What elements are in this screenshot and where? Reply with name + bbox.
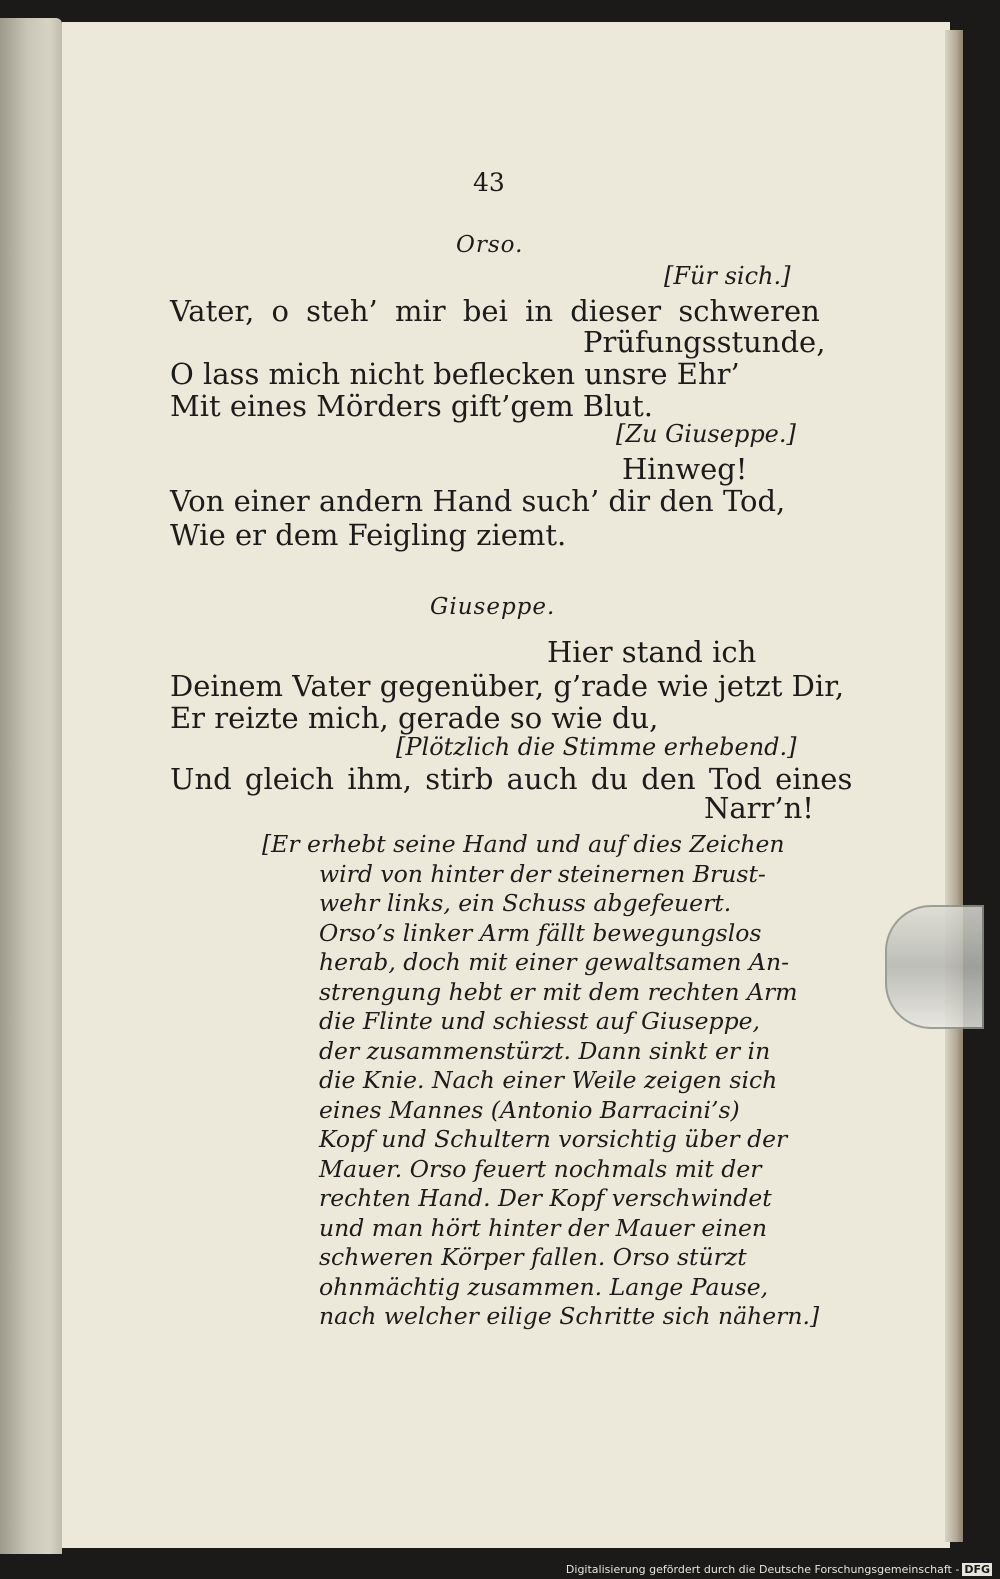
verse-line: Und gleich ihm, stirb auch du den Tod eines (170, 762, 853, 796)
stage-line: schweren Körper fallen. Orso stürzt (319, 1243, 747, 1271)
verse-line: Deinem Vater gegenüber, g’rade wie jetzt Dir, (170, 669, 845, 703)
verse-line: O lass mich nicht beflecken unsre Ehr’ (170, 357, 740, 391)
page-fore-edge (945, 30, 963, 1542)
stage-line: ohnmächtig zusammen. Lange Pause, (319, 1272, 769, 1301)
stage-line: Mauer. Orso feuert nochmals mit der (319, 1154, 762, 1183)
book-clip (885, 905, 984, 1029)
stage-direction-fuer-sich: [Für sich.] (664, 262, 791, 290)
stage-line: wird von hinter der steinernen Brust- (319, 859, 766, 888)
stage-line: die Knie. Nach einer Weile zeigen sich (319, 1066, 778, 1094)
verse-line: Wie er dem Feigling ziemt. (170, 518, 567, 552)
stage-line: wehr links, ein Schuss abgefeuert. (319, 889, 732, 917)
stage-line: strengung hebt er mit dem rechten Arm (319, 977, 798, 1006)
stage-line: eines Mannes (Antonio Barracini’s) (319, 1095, 740, 1124)
verse-line: Er reizte mich, gerade so wie du, (170, 701, 659, 735)
stage-line: herab, doch mit einer gewaltsamen An- (319, 948, 790, 976)
stage-line: rechten Hand. Der Kopf verschwindet (319, 1184, 772, 1212)
stage-direction-block (262, 830, 822, 1332)
speaker-orso: Orso. (456, 232, 524, 258)
stage-line: und man hört hinter der Mauer einen (319, 1213, 768, 1242)
verse-line: Von einer andern Hand such’ dir den Tod, (170, 484, 786, 518)
stage-line: Kopf und Schultern vorsichtig über der (319, 1125, 788, 1153)
stage-line: [Er erhebt seine Hand und auf dies Zeichen (262, 830, 785, 858)
verse-line: Vater, o steh’ mir bei in dieser schweren (170, 294, 820, 328)
dfg-logo: DFG (964, 1563, 990, 1576)
speaker-giuseppe: Giuseppe. (430, 594, 556, 620)
verse-line: Hier stand ich (547, 635, 757, 669)
verse-line: Mit eines Mörders gift’gem Blut. (170, 389, 653, 423)
verse-line: Hinweg! (622, 452, 748, 486)
footer-credit (566, 1563, 992, 1576)
left-page-edge (0, 18, 62, 1554)
stage-line: Orso’s linker Arm fällt bewegungslos (319, 918, 762, 947)
verse-line: Narr’n! (704, 791, 814, 825)
stage-direction-ploetzlich: [Plötzlich die Stimme erhebend.] (396, 733, 797, 761)
verse-line: Prüfungsstunde, (583, 325, 826, 359)
stage-line: nach welcher eilige Schritte sich nähern.] (319, 1302, 820, 1330)
stage-direction-zu-giuseppe: [Zu Giuseppe.] (616, 420, 796, 448)
stage-line: der zusammenstürzt. Dann sinkt er in (319, 1036, 771, 1065)
page-number: 43 (473, 168, 505, 197)
footer-text: Digitalisierung gefördert durch die Deutsche Forschungsgemeinschaft - (565, 1563, 960, 1576)
stage-line: die Flinte und schiesst auf Giuseppe, (319, 1007, 760, 1035)
